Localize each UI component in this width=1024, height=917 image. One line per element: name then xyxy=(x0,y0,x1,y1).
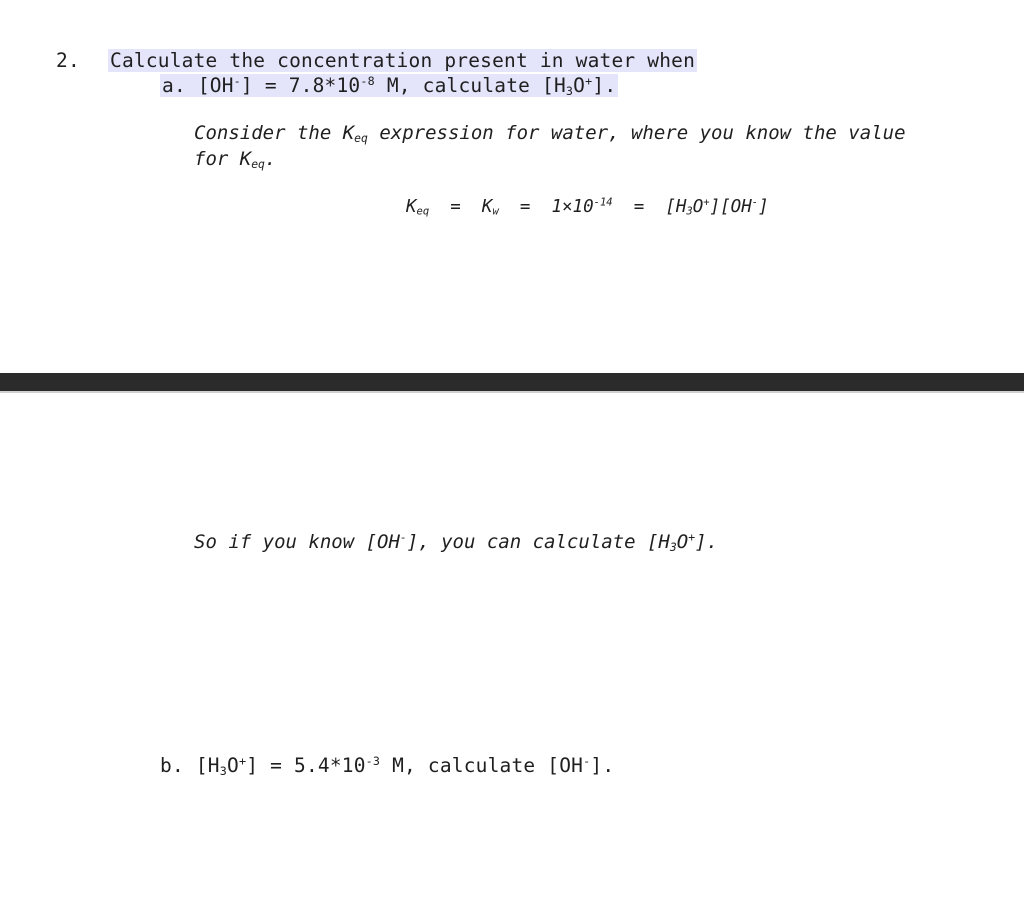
part-a-unit-text: M, calculate [H xyxy=(386,74,566,97)
part-b-end: ]. xyxy=(590,754,615,777)
eq-equals-3: = xyxy=(633,197,645,217)
section-divider xyxy=(0,373,1024,391)
conclusion-h-sub: 3 xyxy=(669,539,677,554)
eq-h-open: [H xyxy=(665,197,687,217)
question-prompt xyxy=(108,49,697,72)
part-a-line xyxy=(160,74,618,97)
eq-value: 1×10 xyxy=(551,197,594,217)
eq-kw-sub: w xyxy=(492,205,499,218)
part-a-o: O xyxy=(573,74,586,97)
kw-equation xyxy=(406,197,769,217)
part-b-equals: = xyxy=(270,754,283,777)
eq-oh-charge: - xyxy=(751,196,759,209)
conclusion-mid: ], you can calculate [H xyxy=(406,531,670,553)
part-b-o-charge: + xyxy=(238,753,247,768)
hint-line-2-post: . xyxy=(264,148,277,170)
eq-close: ] xyxy=(758,197,769,217)
part-b-h-sub: 3 xyxy=(219,763,227,778)
part-a-oh-close: ] xyxy=(240,74,253,97)
eq-h-o: O xyxy=(692,197,704,217)
hint-line-2-pre: for K xyxy=(194,148,252,170)
part-b-h: [H xyxy=(195,754,220,777)
conclusion-o-charge: + xyxy=(688,530,696,545)
part-b-marker: b. xyxy=(160,754,184,777)
conclusion-oh-charge: - xyxy=(399,530,407,545)
part-b-exponent: -3 xyxy=(365,753,381,768)
eq-kw: K xyxy=(481,197,493,217)
eq-equals-1: = xyxy=(450,197,461,217)
hint-line-2 xyxy=(194,148,276,170)
hint-line-1-pre: Consider the K xyxy=(194,122,355,144)
hint-line-1-post: expression for water, where you know the value xyxy=(367,122,906,144)
part-a-o-charge: + xyxy=(585,73,593,88)
eq-h-sub: 3 xyxy=(686,205,693,218)
conclusion-o: O xyxy=(676,531,689,553)
part-b-value: 5.4*10 xyxy=(294,754,366,777)
conclusion-pre: So if you know [OH xyxy=(194,531,400,553)
part-b-line xyxy=(160,754,614,777)
question-number: 2. xyxy=(56,49,80,72)
hint-keq-sub-2: eq xyxy=(251,156,265,171)
part-a-end: ]. xyxy=(592,74,617,97)
eq-value-exp: -14 xyxy=(593,196,613,209)
conclusion-line xyxy=(194,531,718,553)
hint-line-1 xyxy=(194,122,906,144)
part-a-oh-charge: - xyxy=(233,73,241,88)
part-a-equals: = xyxy=(264,74,277,97)
hint-keq-sub: eq xyxy=(354,130,368,145)
part-a-h3-sub: 3 xyxy=(565,83,574,98)
part-a-oh: [OH xyxy=(197,74,234,97)
question-prompt-text: Calculate the concentration present in water when xyxy=(110,49,696,72)
part-b-oh-charge: - xyxy=(583,753,591,768)
section-divider-shadow xyxy=(0,391,1024,393)
part-b-close: ] xyxy=(246,754,259,777)
eq-h-charge: + xyxy=(703,196,710,209)
part-a-text xyxy=(160,74,618,97)
eq-k: K xyxy=(406,197,417,217)
eq-oh: ][OH xyxy=(709,197,752,217)
part-b-o: O xyxy=(226,754,239,777)
conclusion-end: ]. xyxy=(695,531,718,553)
eq-k-sub: eq xyxy=(416,205,430,218)
part-a-exponent: -8 xyxy=(360,73,375,88)
part-a-marker: a. xyxy=(162,74,186,97)
part-a-value: 7.8*10 xyxy=(288,74,361,97)
eq-equals-2: = xyxy=(519,197,531,217)
part-b-rest: M, calculate [OH xyxy=(392,754,584,777)
